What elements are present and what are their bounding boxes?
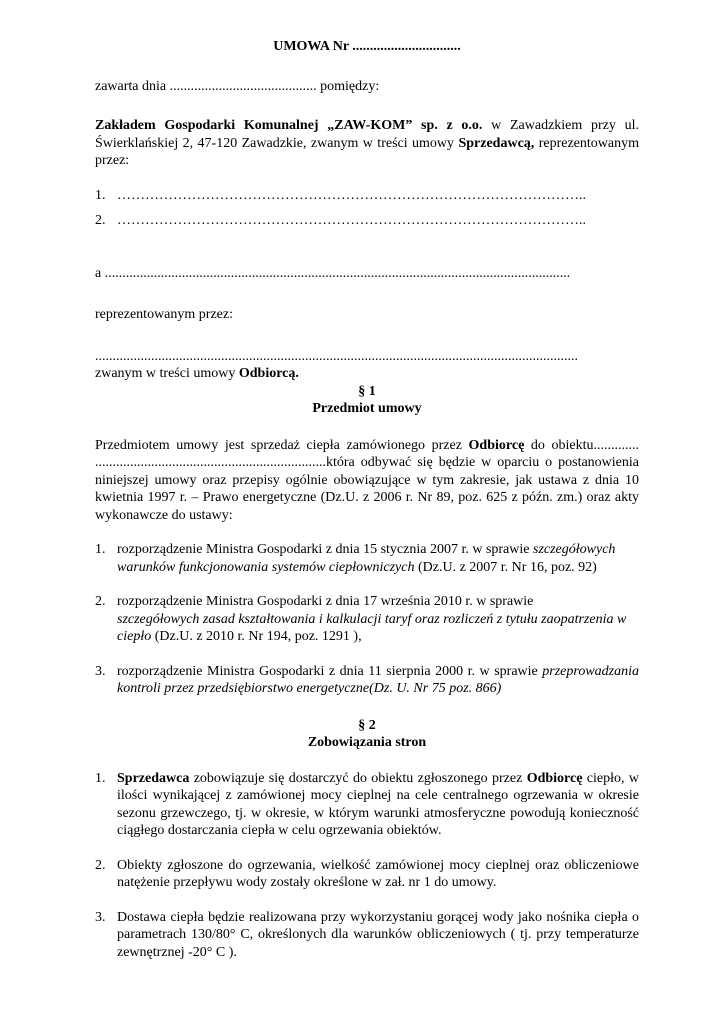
seller-role: Sprzedawcą,	[458, 135, 535, 151]
obligation-item-3	[95, 909, 639, 962]
buyer-called-line: zwanym w treści umowy Odbiorcą.	[95, 366, 299, 381]
buyer-represented-label: reprezentowanym przez:	[95, 307, 233, 322]
representative-1	[95, 187, 639, 205]
regulation-item-1	[95, 541, 639, 576]
seller-represented-label: reprezentowanym przez:	[95, 135, 639, 168]
representative-dots: ………………………………………………………………………………………..	[117, 187, 586, 203]
list-number: 3.	[95, 663, 106, 679]
list-number: 1.	[95, 542, 106, 557]
list-number: 2.	[95, 594, 106, 609]
seller-paragraph	[95, 117, 639, 170]
regulation-item-3	[95, 663, 639, 698]
section-1-heading: Przedmiot umowy	[312, 401, 422, 416]
representative-number: 1.	[95, 187, 106, 203]
section-2-number: § 2	[358, 717, 376, 733]
list-number: 2.	[95, 857, 106, 873]
obligation-text: Obiekty zgłoszone do ogrzewania, wielkość zamówionej mocy cieplnej oraz obliczeniowe natężenie przepływu wody zostały określone w zał. nr 1 do umowy.	[117, 857, 639, 890]
obligation-text: Dostawa ciepła będzie realizowana przy wykorzystaniu gorącej wody jako nośnika ciepła o parametrach 130/80° C, określonych dla warunków obliczeniowych ( tj. przy temperaturze zewnętrznej -20° C ).	[117, 909, 639, 960]
seller-name: Zakładem Gospodarki Komunalnej „ZAW-KOM” sp. z o.o.	[95, 118, 483, 133]
obligation-item-2	[95, 857, 639, 892]
contract-date-line: zawarta dnia .......................................... pomiędzy:	[95, 78, 380, 94]
buyer-role: Odbiorcą.	[238, 366, 299, 381]
regulation-text: rozporządzenie Ministra Gospodarki z dnia 15 stycznia 2007 r. w sprawie szczegółowych warunków funkcjonowania systemów ciepłowniczych (Dz.U. z 2007 r. Nr 16, poz. 92)	[117, 542, 616, 575]
section-2-heading: Zobowiązania stron	[307, 735, 427, 750]
section-1-number: § 1	[358, 383, 376, 399]
regulation-text: rozporządzenie Ministra Gospodarki z dnia 17 września 2010 r. w sprawie szczegółowych zasad kształtowania i kalkulacji taryf oraz rozliczeń z tytułu zaopatrzenia w ciepło (Dz.U. z 2010 r. Nr 194, poz. 1291 ),	[117, 594, 627, 644]
representative-number: 2.	[95, 213, 106, 228]
representative-2	[95, 212, 639, 230]
buyer-represented-dots: ..........................................................................................................................................	[95, 348, 578, 364]
list-number: 1.	[95, 770, 106, 786]
list-number: 3.	[95, 909, 106, 925]
obligation-text: Sprzedawca zobowiązuje się dostarczyć do obiektu zgłoszonego przez Odbiorcę ciepło, w ilości wynikającej z zamówionej mocy cieplnej na cele centralnego ogrzewania w okresie sezonu grzewczego, tj. w okresie, w którym warunki atmosferyczne powodują konieczność ciągłego dostarczania ciepła w celu ogrzewania obiektów.	[117, 770, 639, 838]
buyer-role-inline: Odbiorcę	[468, 437, 525, 453]
section-1-paragraph: Przedmiotem umowy jest sprzedaż ciepła zamówionego przez Odbiorcę do obiektu............. ..................................................................która odbywać się będzie w oparciu o postanowienia niniejszej umowy oraz przepisy ogólnie obowiązujące w tym zakresie, jak ustawa z dnia 10 kwietnia 1997 r. – Prawo energetyczne (Dz.U. z 2006 r. Nr 89, poz. 625 z późn. zm.) oraz akty wykonawcze do ustawy:	[95, 437, 639, 523]
contract-title: UMOWA Nr ...............................	[273, 39, 461, 54]
representative-dots: ………………………………………………………………………………………..	[117, 213, 586, 228]
seller-address: w Zawadzkiem przy ul. Świerklańskiej 2, 47-120 Zawadzkie, zwanym w treści umowy	[95, 118, 639, 151]
regulation-text: rozporządzenie Ministra Gospodarki z dnia 11 sierpnia 2000 r. w sprawie przeprowadzania kontroli przez przedsiębiorstwo energetyczne(Dz. U. Nr 75 poz. 866)	[117, 663, 639, 696]
regulation-item-2	[95, 593, 639, 646]
obligation-item-1	[95, 770, 639, 840]
buyer-line: a .....................................................................................................................................	[95, 265, 571, 281]
